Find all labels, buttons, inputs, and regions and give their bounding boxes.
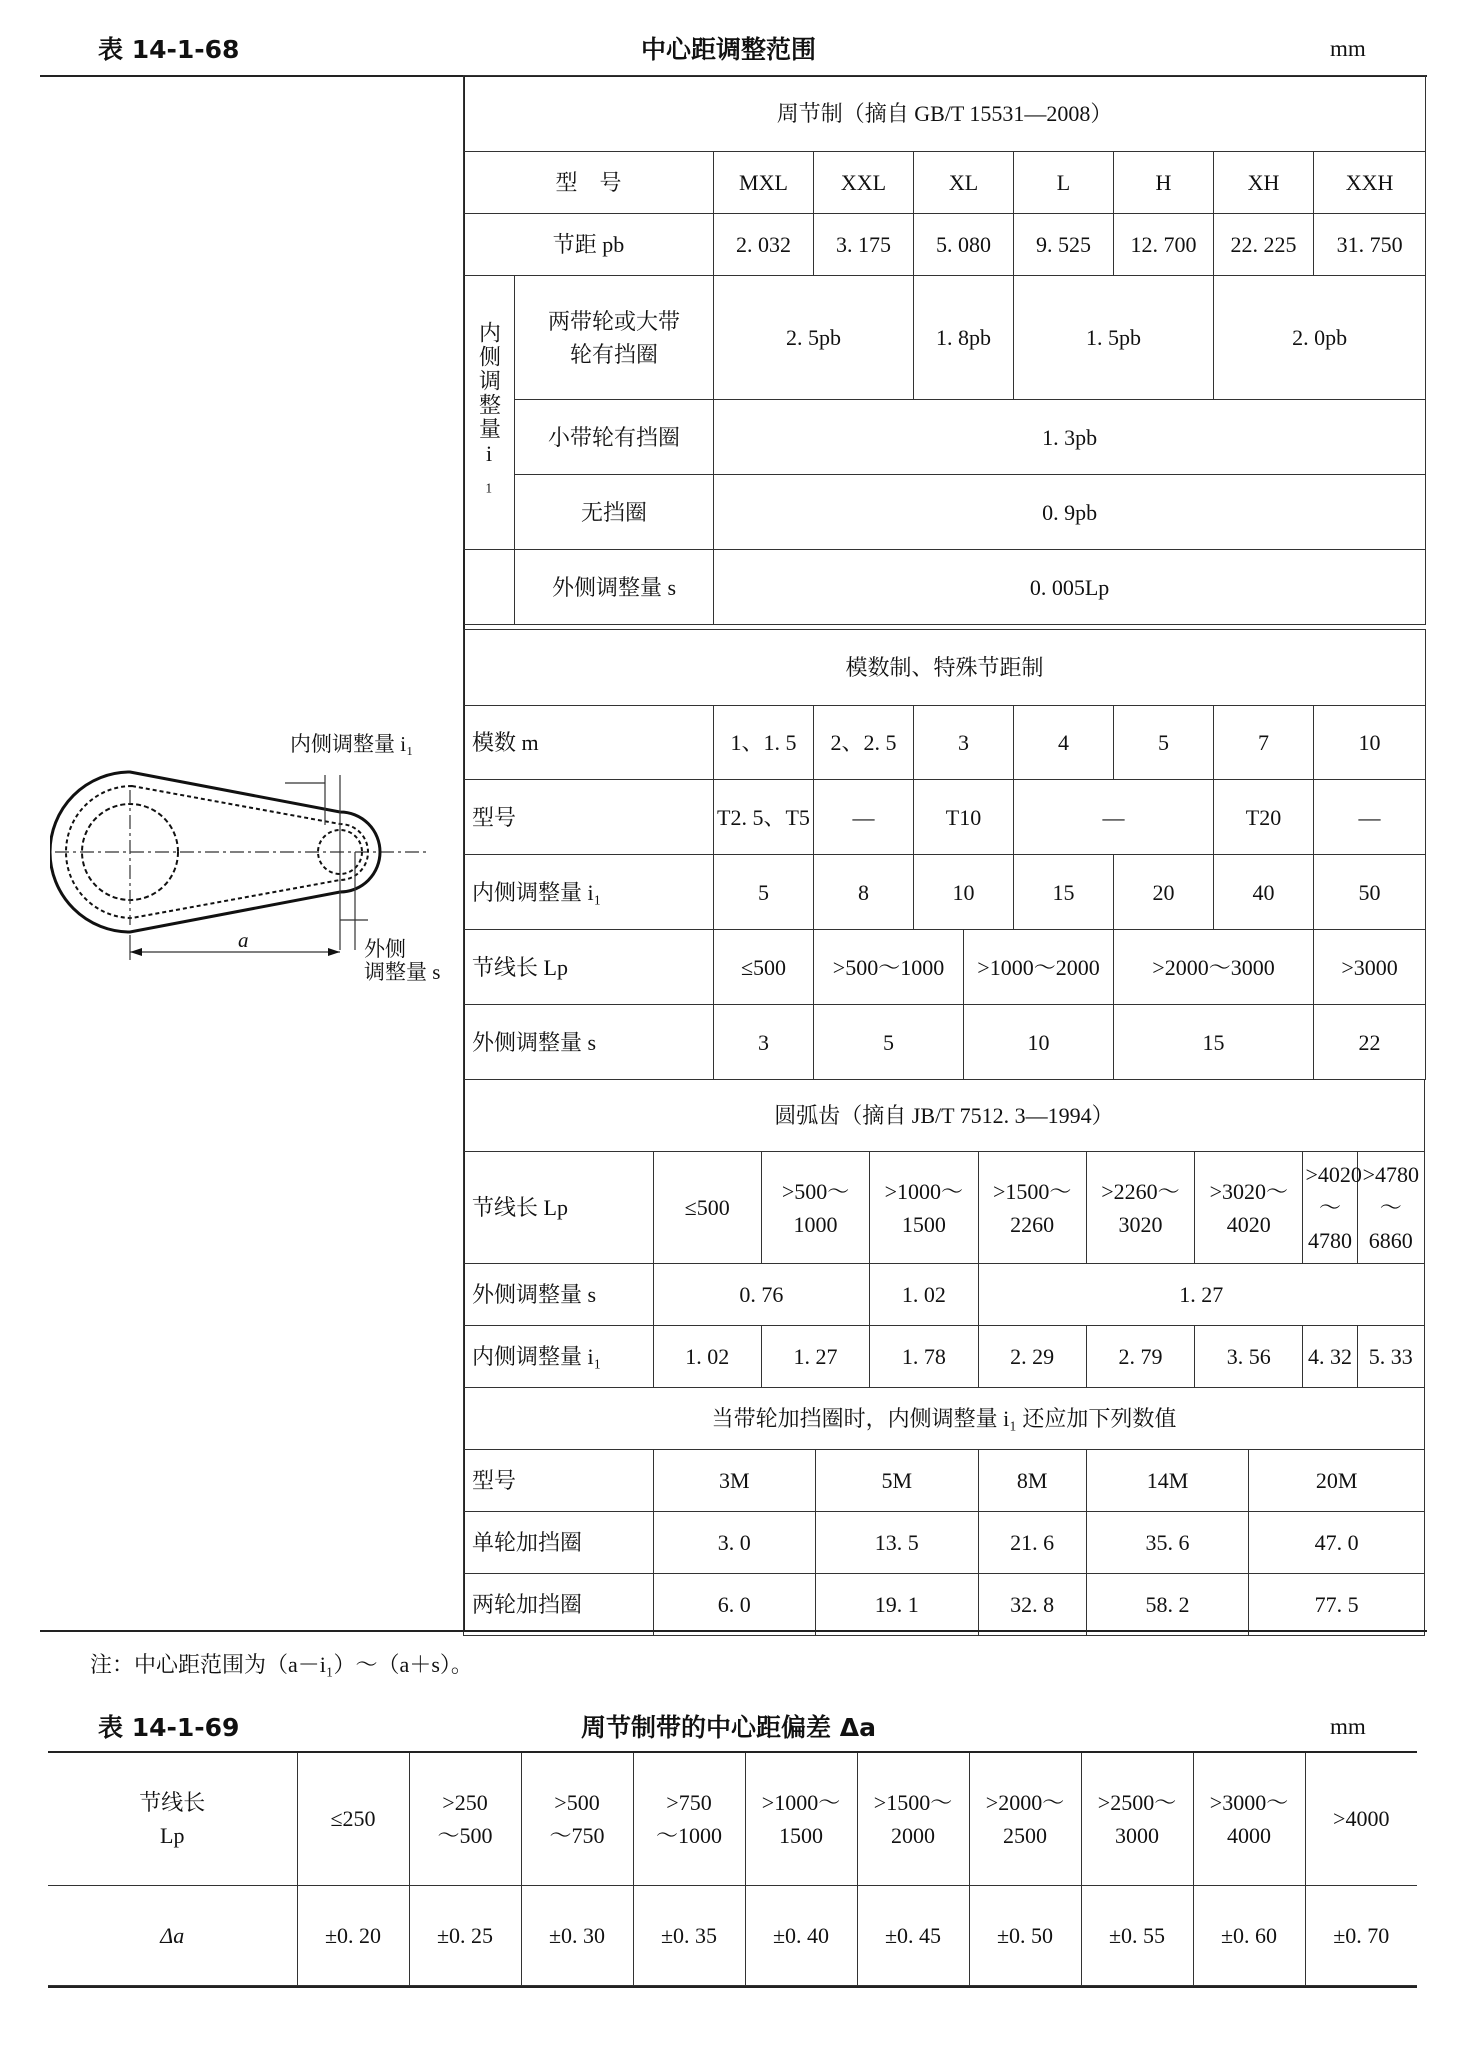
sec1-model: XL [914,152,1014,214]
sec3-outer-val: 0. 76 [653,1264,870,1326]
sec1-model: XH [1214,152,1314,214]
single-flange-val: 3. 0 [653,1512,815,1574]
t69-da-label: Δa [48,1886,297,1986]
t69-da-val: ±0. 40 [745,1886,857,1986]
t69-lp-val: >3000～4000 [1193,1752,1305,1886]
sec3-lp-val: >2260～3020 [1086,1152,1194,1264]
single-flange-label: 单轮加挡圈 [464,1512,654,1574]
both-flange-val: 1. 8pb [914,276,1014,400]
table-69 [48,1751,1417,1986]
module-val: 3 [914,706,1014,780]
sec2-model: — [1014,780,1214,855]
sec1-pitch: 12. 700 [1114,214,1214,276]
sec1-model: XXL [814,152,914,214]
t69-da-val: ±0. 25 [409,1886,521,1986]
table-68-section-3 [463,1079,1425,1636]
sec1-pitch: 31. 750 [1314,214,1426,276]
table-68-unit: mm [1330,36,1366,61]
t69-lp-val: >1500～2000 [857,1752,969,1886]
sec3-lp-val: >4780～6860 [1357,1152,1424,1264]
sec3-model: 14M [1086,1450,1248,1512]
sec1-pitch: 22. 225 [1214,214,1314,276]
sec2-outer-val: 3 [714,1005,814,1080]
table-69-top-rule [48,1751,1417,1753]
both-flange-val-2: 32. 8 [978,1574,1086,1636]
t69-da-val: ±0. 60 [1193,1886,1305,1986]
t69-da-val: ±0. 30 [521,1886,633,1986]
sec2-title: 模数制、特殊节距制 [464,630,1426,706]
sec3-inner-val: 4. 32 [1303,1326,1357,1388]
sec3-model: 8M [978,1450,1086,1512]
sec3-inner-val: 1. 78 [870,1326,978,1388]
module-val: 4 [1014,706,1114,780]
sec2-inner-label: 内侧调整量 i₁ [464,855,714,930]
sec3-inner-label: 内侧调整量 i₁ [464,1326,654,1388]
sec3-inner-val: 3. 56 [1195,1326,1303,1388]
module-val: 2、2. 5 [814,706,914,780]
sec1-model: L [1014,152,1114,214]
sec2-model: — [814,780,914,855]
sec2-model: — [1314,780,1426,855]
t69-da-val: ±0. 50 [969,1886,1081,1986]
sec3-lp-label: 节线长 Lp [464,1152,654,1264]
sec2-inner-val: 5 [714,855,814,930]
both-flange-label: 两带轮或大带轮有挡圈 [515,276,714,400]
sec3-lp-val: >1500～2260 [978,1152,1086,1264]
single-flange-val: 35. 6 [1086,1512,1248,1574]
sec2-inner-val: 15 [1014,855,1114,930]
sec3-lp-val: >3020～4020 [1195,1152,1303,1264]
t69-lp-label: 节线长 Lp [48,1752,297,1886]
table-68-section-1 [463,75,1426,625]
sec2-model: T2. 5、T5 [714,780,814,855]
module-val: 5 [1114,706,1214,780]
sec2-lp-label: 节线长 Lp [464,930,714,1005]
t69-lp-val: >750～1000 [633,1752,745,1886]
t69-da-val: ±0. 35 [633,1886,745,1986]
sec3-model: 20M [1249,1450,1425,1512]
small-flange-val: 1. 3pb [714,400,1426,475]
t69-lp-val: >2500～3000 [1081,1752,1193,1886]
sec2-inner-val: 50 [1314,855,1426,930]
sec3-inner-val: 2. 29 [978,1326,1086,1388]
single-flange-val: 47. 0 [1249,1512,1425,1574]
t69-lp-val: >250～500 [409,1752,521,1886]
module-val: 10 [1314,706,1426,780]
sec3-inner-val: 1. 27 [761,1326,869,1388]
sec2-lp-val: >1000～2000 [964,930,1114,1005]
both-flange-val-2: 77. 5 [1249,1574,1425,1636]
sec3-lp-val: ≤500 [653,1152,761,1264]
sec1-model: XXH [1314,152,1426,214]
sec1-outer-label: 外侧调整量 s [515,550,714,625]
sec3-outer-val: 1. 02 [870,1264,978,1326]
sec3-lp-val: >1000～1500 [870,1152,978,1264]
table-68-note: 注：中心距范围为（a－i₁）～（a＋s）。 [90,1652,473,1677]
sec2-model: T10 [914,780,1014,855]
inner-adjust-label: 内侧调整量 i₁ [290,732,414,756]
sec3-outer-label: 外侧调整量 s [464,1264,654,1326]
module-val: 7 [1214,706,1314,780]
sec2-model: T20 [1214,780,1314,855]
sec3-model: 3M [653,1450,815,1512]
sec2-outer-val: 15 [1114,1005,1314,1080]
sec3-title: 圆弧齿（摘自 JB/T 7512. 3—1994） [464,1080,1425,1152]
module-label: 模数 m [464,706,714,780]
sec1-model: H [1114,152,1214,214]
sec3-model-label: 型号 [464,1450,654,1512]
table-68-caption: 表 14-1-68 [98,35,240,64]
sec2-inner-val: 20 [1114,855,1214,930]
sec1-title: 周节制（摘自 GB/T 15531—2008） [464,76,1426,152]
t69-lp-val: >500～750 [521,1752,633,1886]
table-68-title: 中心距调整范围 [640,35,816,64]
sec3-outer-val: 1. 27 [978,1264,1425,1326]
table-69-title: 周节制带的中心距偏差 Δa [581,1713,876,1742]
both-flange-val-2: 58. 2 [1086,1574,1248,1636]
t69-da-val: ±0. 70 [1305,1886,1417,1986]
sec2-outer-val: 10 [964,1005,1114,1080]
inner-group-label: 内侧调整量i₁ [476,321,502,495]
single-flange-val: 21. 6 [978,1512,1086,1574]
bottom-rule-68 [40,1630,1427,1632]
both-flange-label-2: 两轮加挡圈 [464,1574,654,1636]
t69-da-val: ±0. 20 [297,1886,409,1986]
sec3-inner-val: 5. 33 [1357,1326,1424,1388]
t69-da-val: ±0. 45 [857,1886,969,1986]
outer-adjust-label-1: 外侧 [364,937,406,961]
sec3-lp-val: >500～1000 [761,1152,869,1264]
table-69-bottom-rule [48,1986,1417,1988]
sec1-pitch: 3. 175 [814,214,914,276]
t69-da-val: ±0. 55 [1081,1886,1193,1986]
sec2-outer-val: 22 [1314,1005,1426,1080]
sec3-inner-val: 1. 02 [653,1326,761,1388]
sec1-outer-val: 0. 005Lp [714,550,1426,625]
sec2-model-label: 型号 [464,780,714,855]
both-flange-val: 2. 5pb [714,276,914,400]
sec2-lp-val: >2000～3000 [1114,930,1314,1005]
table-68-section-2 [463,629,1426,1080]
sec1-pitch: 2. 032 [714,214,814,276]
both-flange-val-2: 6. 0 [653,1574,815,1636]
t69-lp-val: >4000 [1305,1752,1417,1886]
sec2-lp-val: >500～1000 [814,930,964,1005]
t69-lp-val: >2000～2500 [969,1752,1081,1886]
sec3-lp-val: >4020～4780 [1303,1152,1357,1264]
small-flange-label: 小带轮有挡圈 [515,400,714,475]
sec2-outer-val: 5 [814,1005,964,1080]
a-label: a [238,928,249,952]
sec3-inner-val: 2. 79 [1086,1326,1194,1388]
sec1-model-label: 型 号 [464,152,714,214]
both-flange-val: 1. 5pb [1014,276,1214,400]
table-69-unit: mm [1330,1714,1366,1739]
flange-note: 当带轮加挡圈时，内侧调整量 i₁ 还应加下列数值 [464,1388,1425,1450]
both-flange-val: 2. 0pb [1214,276,1426,400]
sec2-lp-val: ≤500 [714,930,814,1005]
sec1-model: MXL [714,152,814,214]
sec2-lp-val: >3000 [1314,930,1426,1005]
table-69-caption: 表 14-1-69 [98,1713,240,1742]
sec2-inner-val: 8 [814,855,914,930]
sec1-pitch-label: 节距 pb [464,214,714,276]
sec2-inner-val: 40 [1214,855,1314,930]
sec1-pitch: 5. 080 [914,214,1014,276]
sec2-inner-val: 10 [914,855,1014,930]
single-flange-val: 13. 5 [816,1512,978,1574]
no-flange-val: 0. 9pb [714,475,1426,550]
sec1-pitch: 9. 525 [1014,214,1114,276]
module-val: 1、1. 5 [714,706,814,780]
t69-lp-val: ≤250 [297,1752,409,1886]
outer-adjust-label-2: 调整量 s [364,960,441,984]
t69-lp-val: >1000～1500 [745,1752,857,1886]
sec2-outer-label: 外侧调整量 s [464,1005,714,1080]
no-flange-label: 无挡圈 [515,475,714,550]
sec3-model: 5M [816,1450,978,1512]
both-flange-val-2: 19. 1 [816,1574,978,1636]
